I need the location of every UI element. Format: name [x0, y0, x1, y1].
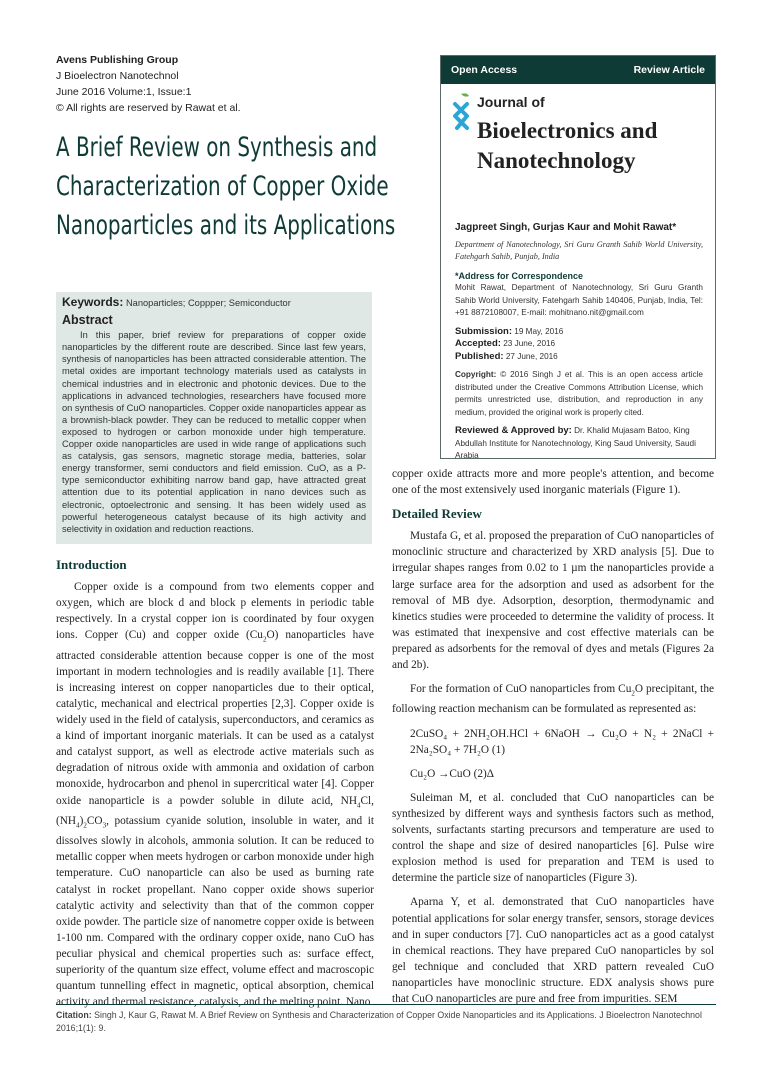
published-label: Published: [455, 350, 504, 362]
issue-info: June 2016 Volume:1, Issue:1 [56, 86, 192, 98]
article-title: A Brief Review on Synthesis and Characterization of Copper Oxide Nanoparticles and its Applications [56, 132, 396, 241]
journal-name-line1: Bioelectronics and [477, 118, 658, 143]
equation-1: 2CuSO₄ + 2NH₂OH.HCl + 6NaOH → Cu₂O + N₂ + 2NaCl + 2Na₂SO₄ + 7H₂O (1) [410, 727, 714, 756]
journal-info-box [440, 55, 716, 459]
review-paragraph: For the formation of CuO nanoparticles from $Cu_2O$ precipitant, the following reaction mechanism can be formulated as represented as: [392, 683, 714, 716]
copyright-text: © 2016 Singh J et al. This is an open access article distributed under the Creative Commons Attribution License, which permits unrestricted use, distribution, and reproduction in any medium, provided the original work is properly cited. [455, 370, 703, 417]
journal-logo-icon [451, 92, 473, 136]
header-meta [56, 52, 241, 116]
keywords [62, 296, 366, 309]
access-bar [441, 56, 715, 84]
abstract-text: In this paper, brief review for preparations of copper oxide nanoparticles by the different route are described. Since last few years, synthesis of nanoparticles has been attracted considerable attention. The metal oxides are important technology materials used as catalysts in chemical industries and in electronic and photonic devices. Due to the applications in advanced technologies, researchers have focused more on synthesis of CuO nanoparticles. Copper oxide nanoparticles appear as a brownish-black powder. They can be reduced to metallic copper when exposed to hydrogen or carbon monoxide under high temperature. Copper oxide nanoparticles are used in wide range of applications such as catalysis, gas sensors, magnetic storage media, batteries, solar energy transformer, semi conductors and field emission. CuO, as a P-type semiconductor exhibiting narrow band gap, have attracted great attention due to its potential application in nano devices such as electronic, optoelectronic and sensing. It has been widely used as powerful heterogeneous catalyst because of its high activity and selectivity in oxidation and reduction reactions. [62, 330, 366, 534]
dates [455, 326, 703, 364]
keywords-text: Nanoparticles; Coppper; Semiconductor [123, 298, 291, 308]
journal-of: Journal of [477, 94, 545, 110]
reviewed-by [455, 425, 703, 463]
journal-abbr: J Bioelectron Nanotechnol [56, 70, 179, 82]
left-column [56, 557, 374, 1018]
review-paragraph: Aparna Y, et al. demonstrated that CuO nanoparticles have potential applications for solar energy transfer, sensors, storage devices and in super conductors [7]. CuO nanoparticles act as a good catalyst in chemical reactions. They have prepared CuO nanoparticles by sol gel technique and concluded that XRD pattern revealed CuO nanoparticles have monoclinic structure. EDX analysis shows pure that CuO nanoparticles are pure and free from impurities. SEM [392, 896, 714, 1005]
citation-label: Citation: [56, 1010, 92, 1020]
submission-label: Submission: [455, 325, 513, 337]
submission-date: 19 May, 2016 [512, 326, 564, 336]
open-access-label: Open Access [451, 64, 518, 76]
published-date: 27 June, 2016 [503, 351, 558, 361]
article-type: Review Article [633, 64, 705, 76]
correspondence-heading: *Address for Correspondence [455, 270, 584, 281]
journal-name [477, 116, 657, 176]
detailed-review-heading: Detailed Review [392, 506, 482, 522]
introduction-heading: Introduction [56, 557, 127, 572]
review-paragraph: Mustafa G, et al. proposed the preparation of CuO nanoparticles of monoclinic structure and characterized by XRD analysis [5]. Due to irregular shapes ranges from 0.02 to 1 µm the nanoparticles provide a large surface area for the adsorption and used as adsorbent for the removal of MB dye. Adsorption, desorption, thermodynamic and kinetics studies were proceeded to determine the validity of process. It was estimated that inexpensive and cost effective materials can be prepared as adsorbents for the removal of dyes and metals (Figures 2a and 2b). [392, 530, 714, 672]
accepted-date: 23 June, 2016 [500, 339, 556, 348]
affiliation: Department of Nanotechnology, Sri Guru Granth Sahib World University, Fatehgarh Sahib, Punjab, India [455, 239, 703, 261]
article-info [455, 222, 703, 463]
reviewed-text: Dr. Khalid Mujasam Batoo, King Abdullah Institute for Nanotechnology, King Saud University, Saudi Arabia [455, 426, 696, 460]
abstract-heading: Abstract [62, 313, 113, 328]
review-paragraph: Suleiman M, et al. concluded that CuO nanoparticles can be synthesized by different ways and synthesis factors such as method, solvents, surfactants starting precursors and temperature are used to control the shape and size of desired nanoparticles [6]. Pulse wire explosion method is used for preparation and TEM is used to determine the particle size of nanoparticles (Figure 3). [392, 791, 714, 885]
keywords-label: Keywords: [62, 295, 124, 309]
correspondence: Mohit Rawat, Department of Nanotechnology, Sri Guru Granth Sahib World University, Fatehgarh Sahib 140406, Punjab, India, Tel: +91 8872108007, E-mail: mohitnano.nit@gmail.com [455, 283, 703, 317]
accepted-label: Accepted: [455, 338, 501, 349]
publisher: Avens Publishing Group [56, 54, 179, 66]
reviewed-label: Reviewed & Approved by: [455, 425, 572, 436]
journal-name-line2: Nanotechnology [477, 148, 636, 173]
rights: © All rights are reserved by Rawat et al. [56, 102, 241, 114]
copyright-label: Copyright: [455, 370, 497, 379]
continued-text: copper oxide attracts more and more people's attention, and become one of the most extensively used inorganic materials (Figure 1). [392, 468, 714, 497]
right-column [392, 466, 714, 1015]
authors: Jagpreet Singh, Gurjas Kaur and Mohit Rawat* [455, 222, 677, 233]
intro-paragraph: Copper oxide is a compound from two elements copper and oxygen, which are block d and block p elements in periodic table respectively. In a crystal copper ion is coordinated by four oxygen ions. Copper (Cu) and copper oxide $(Cu_2O)$ nanoparticles have attracted considerable attention because copper is one of the most important in modern technologies and is readily available [1]. There is increasing interest on copper nanoparticles due to their optical, catalytic, mechanical and electrical properties [2,3]. Copper oxide is widely used in the field of catalysis, superconductors, and ceramics as a kind of important inorganic materials. It can be used as a catalyst and catalyst support, as well as electrode active materials such as degradation of nitrous oxide with ammonia and oxidation of carbon monoxide, hydrocarbon and phenol in supercritical water [4]. Copper oxide nanoparticle is a powder soluble in dilute acid, $NH_4Cl$, $(NH_4)_2CO_3$, potassium cyanide solution, insoluble in water, and it dissolves slowly in alcohols, ammonia solution. It can be reduced to metallic copper when meets hydrogen or carbon monoxide under high temperature. CuO nanoparticle can also be used as burning rate catalyst in rocket propellant. Nano copper oxide shows superior catalytic activity and selectivity than that of the common copper oxide powder. The particle size of nanometre copper oxide is between 1-100 nm. Compared with the ordinary copper oxide, nano CuO has peculiar physical and chemical properties such as: surface effect, superiority of the quantum size effect, volume effect and macroscopic quantum tunnelling effect in magnetic, optical absorption, chemical activity and thermal resistance, catalysis, and the melting point. Nano [56, 581, 375, 1009]
abstract-box [56, 292, 372, 544]
copyright [455, 369, 703, 419]
citation-footer [56, 1004, 716, 1035]
equation-2: Cu₂O →CuO (2)Δ [410, 767, 495, 780]
citation-text: Singh J, Kaur G, Rawat M. A Brief Review on Synthesis and Characterization of Copper Oxide Nanoparticles and its Applications. J Bioelectron Nanotechnol 2016;1(1): 9. [56, 1010, 702, 1033]
